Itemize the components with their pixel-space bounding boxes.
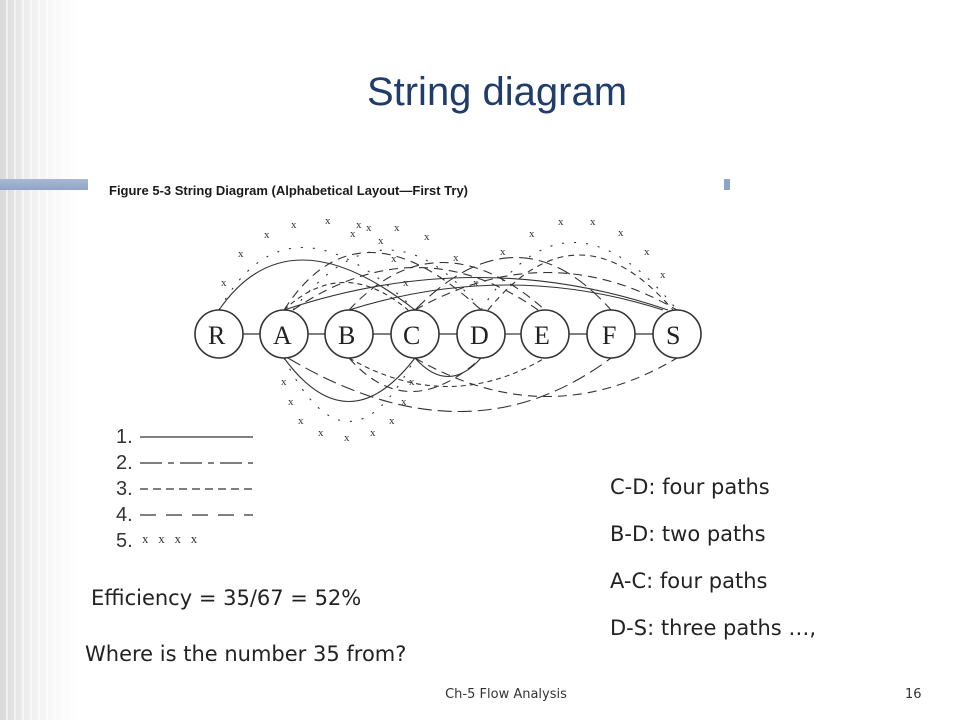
- svg-text:x: x: [644, 246, 650, 258]
- svg-text:x: x: [288, 396, 294, 408]
- path-line-cd: C-D: four paths: [610, 475, 770, 499]
- svg-text:x: x: [264, 229, 270, 241]
- arc-c-s-low-dash: [415, 358, 677, 397]
- string-diagram-svg: [88, 165, 724, 572]
- arc-a-c-dash: [284, 283, 408, 311]
- svg-text:x: x: [350, 228, 356, 240]
- node-label-c: C: [403, 321, 421, 350]
- svg-text:x: x: [500, 246, 506, 258]
- footer-label: Ch-5 Flow Analysis: [445, 687, 567, 702]
- svg-text:x: x: [291, 219, 297, 231]
- node-label-b: B: [338, 321, 356, 350]
- path-line-ds: D-S: three paths …,: [610, 616, 817, 640]
- path-line-ac: A-C: four paths: [610, 569, 768, 593]
- svg-text:x: x: [473, 277, 479, 289]
- node-label-s: S: [666, 321, 681, 350]
- svg-text:x: x: [394, 222, 400, 234]
- node-label-d: D: [470, 321, 489, 350]
- svg-text:x: x: [401, 396, 407, 408]
- svg-text:x: x: [660, 269, 666, 281]
- svg-text:x: x: [409, 376, 415, 388]
- svg-text:x: x: [366, 222, 372, 234]
- svg-text:x: x: [378, 235, 384, 247]
- legend-line-x: x x x x: [142, 531, 198, 546]
- arc-c-d-low-solid: [415, 358, 481, 377]
- legend-num-1: 1.: [116, 426, 133, 448]
- node-label-e: E: [534, 321, 550, 350]
- question-text: Where is the number 35 from?: [85, 642, 407, 666]
- arc-a-e-dash: [293, 268, 538, 311]
- arc-d-s-dash: [488, 255, 673, 310]
- svg-text:x: x: [281, 376, 287, 388]
- legend-num-3: 3.: [116, 478, 133, 500]
- arc-b-s-solid: [349, 285, 663, 310]
- page-number: 16: [905, 687, 922, 702]
- arc-a-c-low-solid: [284, 358, 415, 402]
- svg-text:x: x: [618, 227, 624, 239]
- efficiency-text: Efficiency = 35/67 = 52%: [91, 586, 362, 610]
- svg-text:x: x: [453, 252, 459, 264]
- node-label-a: A: [273, 321, 292, 350]
- accent-bar-left: [0, 179, 92, 190]
- figure-caption: Figure 5-3 String Diagram (Alphabetical Layout—First Try): [109, 183, 469, 198]
- legend-num-5: 5.: [116, 530, 133, 552]
- legend-num-2: 2.: [116, 452, 133, 474]
- svg-text:x: x: [529, 228, 535, 240]
- svg-text:x: x: [325, 215, 331, 227]
- line-legend: [116, 426, 253, 552]
- svg-text:x: x: [221, 277, 227, 289]
- svg-text:x: x: [590, 216, 596, 228]
- string-diagram-figure: [88, 165, 724, 572]
- node-label-r: R: [208, 321, 226, 350]
- svg-text:x: x: [424, 231, 430, 243]
- svg-text:x: x: [356, 219, 362, 231]
- svg-text:x: x: [558, 216, 564, 228]
- svg-text:x: x: [389, 415, 395, 427]
- legend-num-4: 4.: [116, 504, 133, 526]
- arc-a-f-low-dash: [288, 358, 611, 412]
- arc-a-d-low-x: [284, 358, 415, 422]
- svg-text:x: x: [403, 277, 409, 289]
- slide-title: String diagram: [366, 70, 628, 114]
- svg-text:x: x: [391, 253, 397, 265]
- svg-text:x: x: [344, 432, 350, 444]
- node-label-f: F: [602, 321, 617, 350]
- svg-text:x: x: [298, 415, 304, 427]
- svg-text:x: x: [318, 427, 324, 439]
- node-labels: [208, 321, 680, 350]
- path-line-bd: B-D: two paths: [610, 522, 766, 546]
- svg-text:x: x: [370, 427, 376, 439]
- svg-text:x: x: [238, 248, 244, 260]
